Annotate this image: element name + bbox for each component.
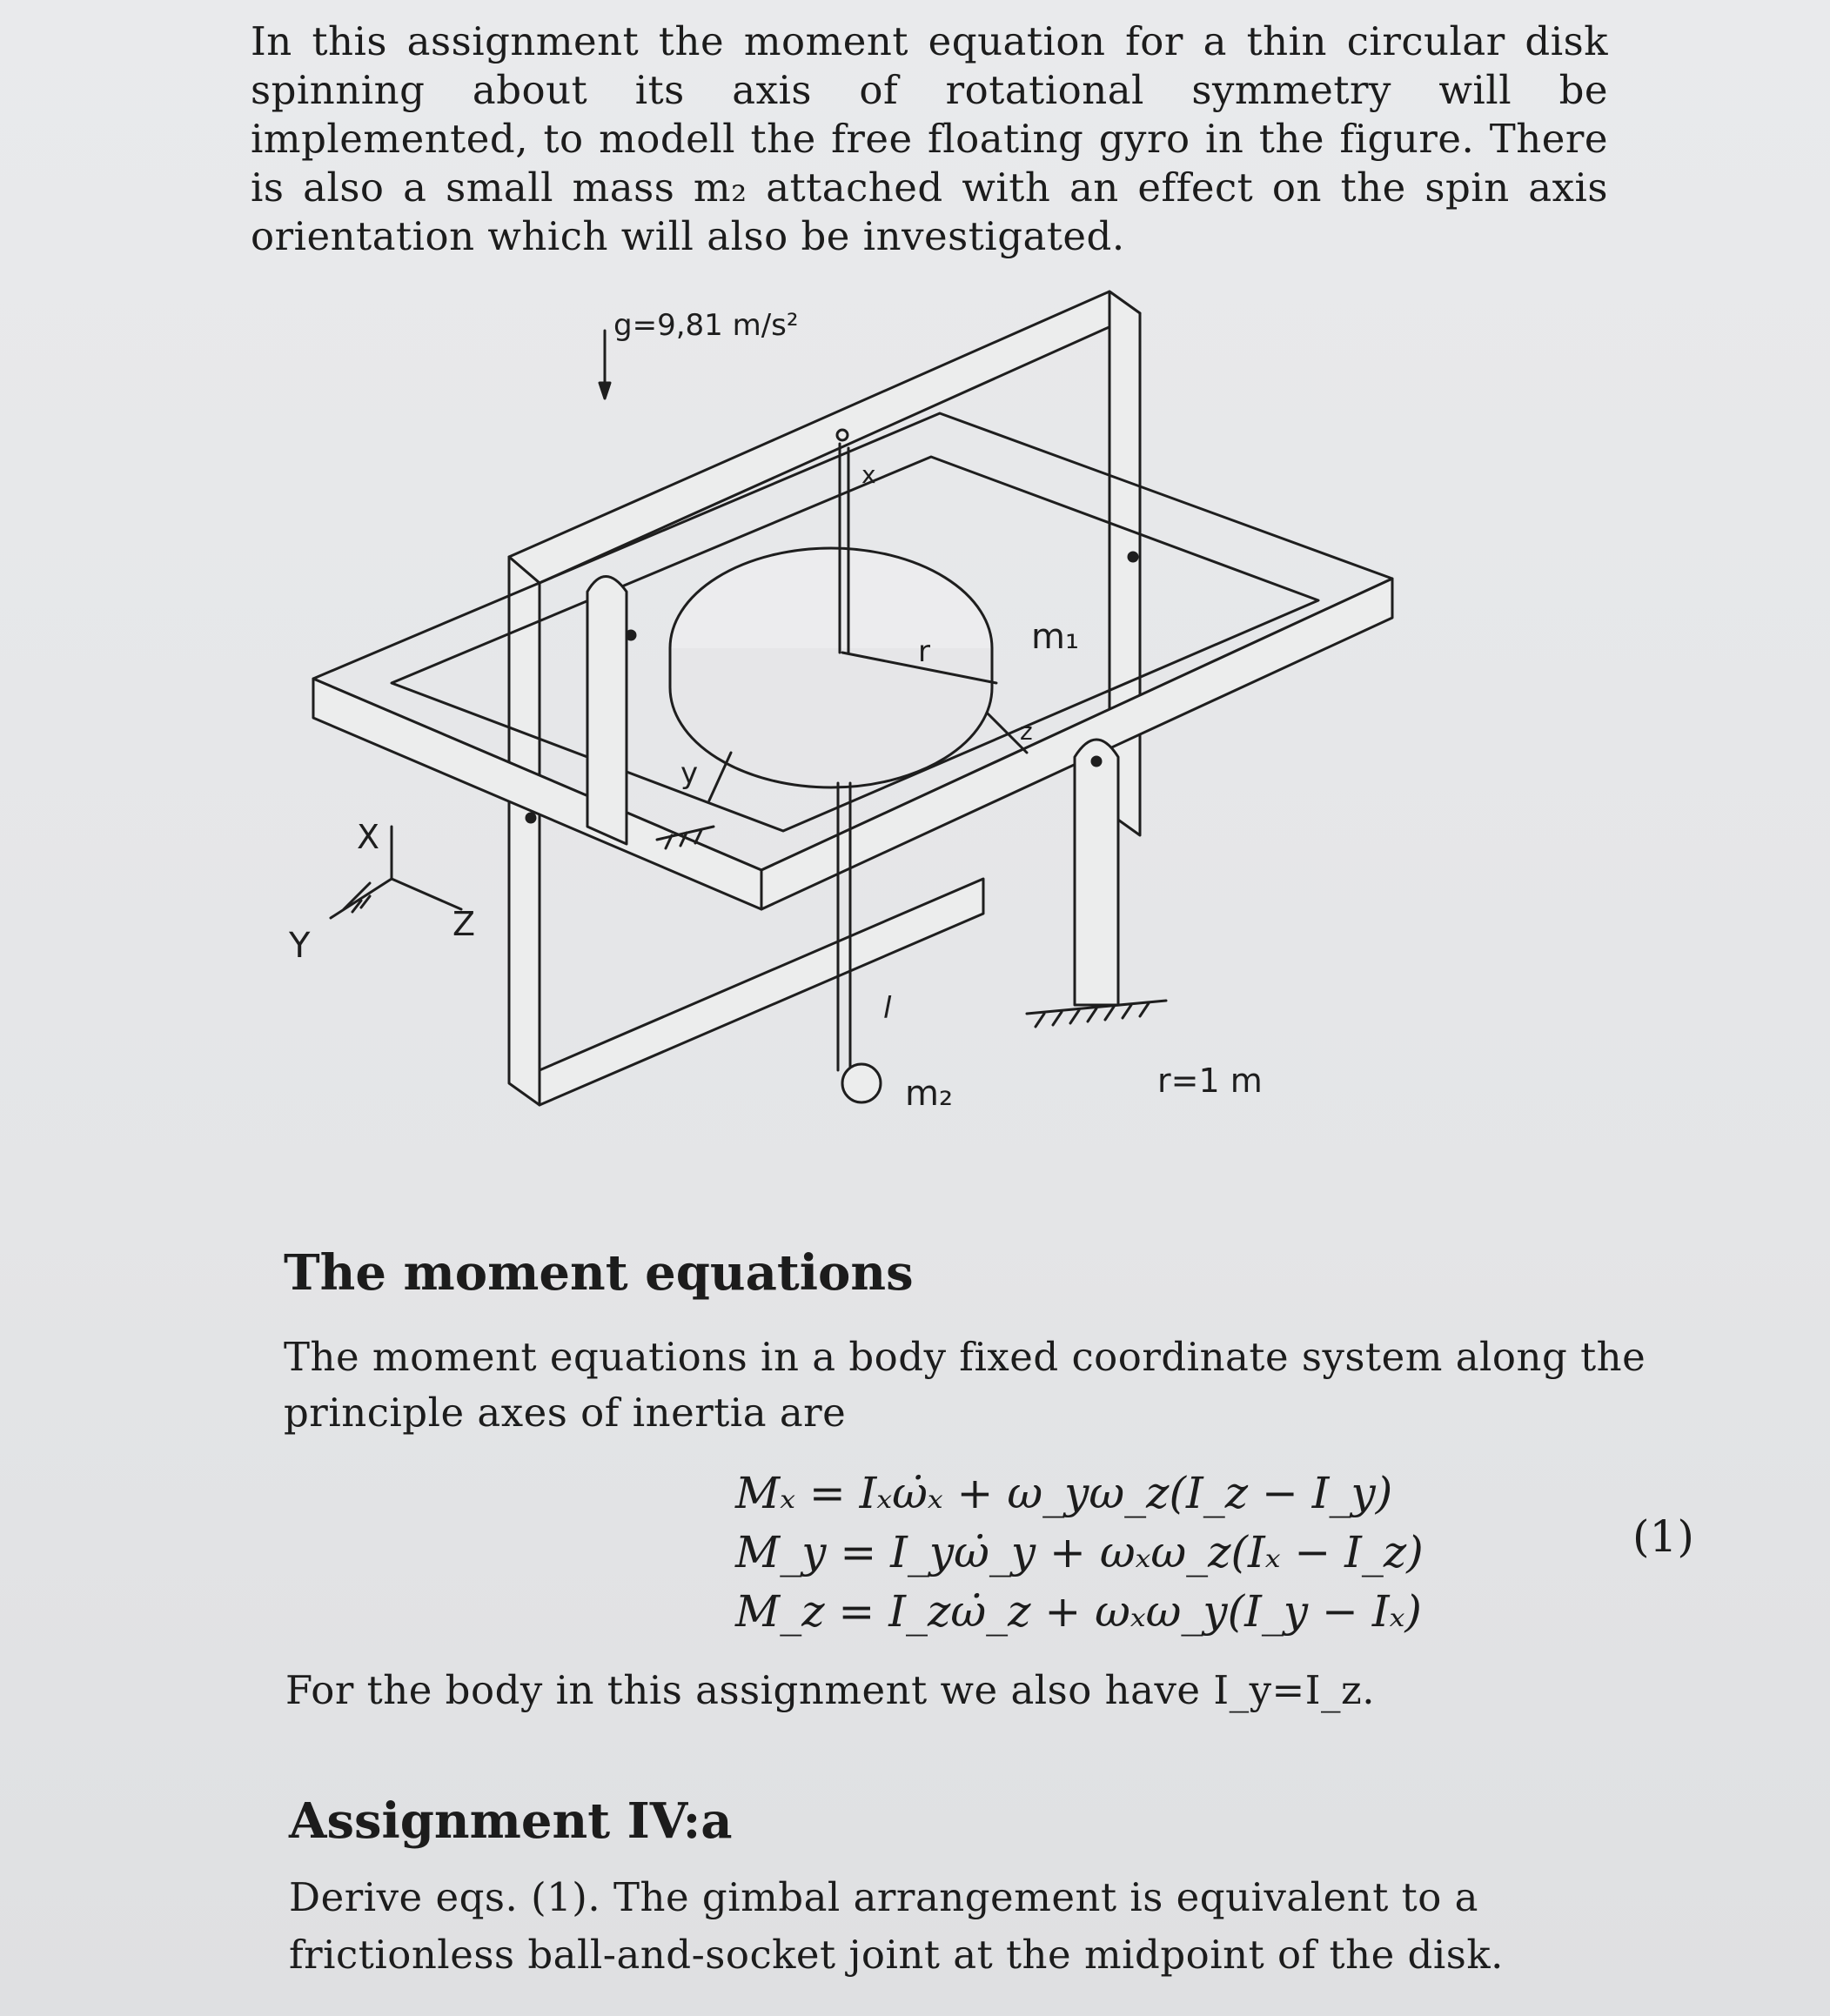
equation-Mz: M_z = I_zω̇_z + ωₓω_y(I_y − Iₓ) bbox=[735, 1586, 1422, 1637]
equation-number: (1) bbox=[1632, 1511, 1694, 1562]
frame-Z-label: Z bbox=[452, 905, 476, 943]
section-heading-moment-equations: The moment equations bbox=[284, 1244, 914, 1302]
section-heading-assignment: Assignment IV:a bbox=[289, 1792, 733, 1850]
triad-Z bbox=[392, 879, 461, 909]
frame-X-label: X bbox=[357, 818, 380, 856]
equation-block bbox=[735, 1463, 1424, 1641]
frame-Y-label: Y bbox=[289, 926, 311, 966]
axis-top-pivot bbox=[837, 430, 848, 440]
axis-z-label: z bbox=[1020, 717, 1033, 746]
gyro-figure bbox=[261, 270, 1410, 1140]
equation-Mx: Mₓ = Iₓω̇ₓ + ω_yω_z(I_z − I_y) bbox=[735, 1468, 1393, 1518]
mass2-label: m₂ bbox=[905, 1074, 953, 1114]
frame-bottom-bar bbox=[540, 879, 983, 1105]
length-label: l bbox=[883, 991, 892, 1026]
moment-equations-paragraph: The moment equations in a body fixed coordinate system along the principle axes of inertia are bbox=[284, 1334, 1646, 1436]
left-pillar bbox=[587, 577, 627, 845]
radius-value-label: r=1 m bbox=[1157, 1062, 1263, 1100]
axis-y-label: y bbox=[680, 756, 699, 791]
mass-m2 bbox=[842, 1064, 881, 1102]
gravity-label: g=9,81 m/s² bbox=[613, 308, 799, 343]
axis-x-label: x bbox=[861, 460, 876, 489]
frame-left-post bbox=[509, 557, 540, 1105]
inertia-note: For the body in this assignment we also have I_y=I_z. bbox=[285, 1667, 1376, 1713]
mass1-label: m₁ bbox=[1031, 617, 1079, 657]
disk-side bbox=[670, 648, 992, 787]
right-pillar bbox=[1075, 740, 1118, 1005]
intro-paragraph: In this assignment the moment equation for a thin circular disk spinning about its axis of rotational symmetry will be implemented, to modell the free floating gyro in the figure. There is also a small mass m₂ attached with an effect on the spin axis orientation which will also be investigated. bbox=[251, 18, 1608, 259]
equation-My: M_y = I_yω̇_y + ωₓω_z(Iₓ − I_z) bbox=[735, 1527, 1424, 1577]
triad-Y bbox=[331, 879, 392, 918]
radius-label: r bbox=[918, 634, 930, 669]
assignment-paragraph: Derive eqs. (1). The gimbal arrangement is equivalent to a frictionless ball-and-socket joint at the midpoint of the disk. bbox=[289, 1874, 1504, 1978]
